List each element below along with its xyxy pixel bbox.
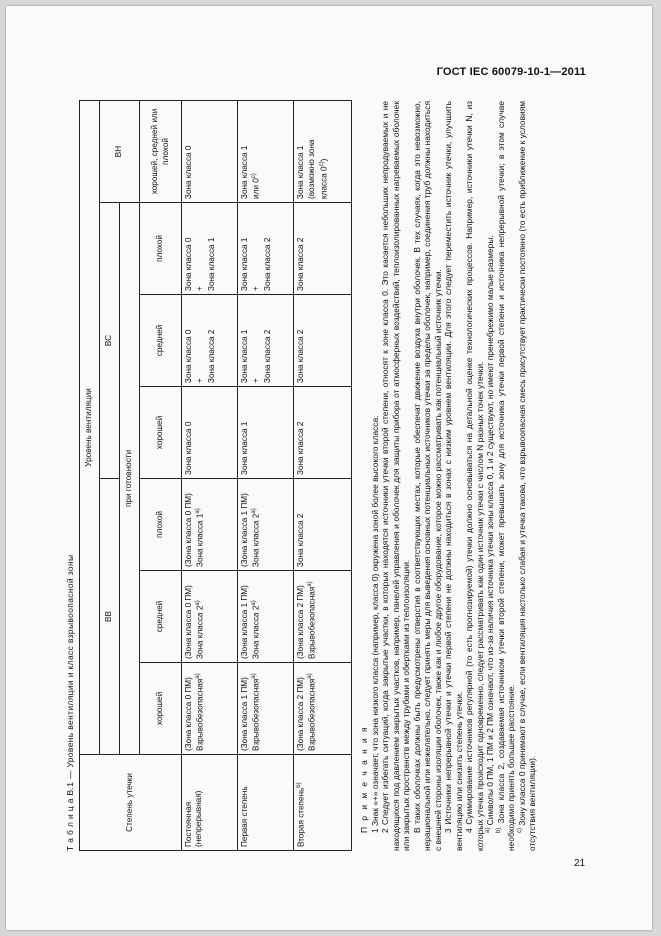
zone-text: Зона класса 0 — [184, 421, 193, 475]
note-items — [370, 101, 486, 851]
zone-cell-bb-poor — [238, 479, 294, 571]
zone-cell-bb-good — [238, 663, 294, 755]
zone-text: Взрывобезопасная$^{a)}$ — [251, 673, 261, 751]
footnote: $^{b)}$ Зона класса 2, создаваемая источником утечки второй степени, может превышать зону для источника утечки первой степени и источника непрерывной утечки; в этом случае необходимо принять большее расстояние. — [495, 101, 516, 851]
header-availability: при готовности — [120, 203, 140, 755]
document-page — [6, 6, 652, 930]
ventilation-zone-table — [79, 100, 352, 851]
zone-cell-bb-good — [182, 663, 238, 755]
zone-cell-bc-med — [238, 295, 294, 387]
zone-cell-bb-med — [238, 571, 294, 663]
zone-text: Зона класса 1 — [240, 145, 249, 199]
release-grade-cell: Первая степень — [238, 755, 294, 851]
zone-text: Зона класса 1 — [206, 237, 216, 291]
zone-text: Взрывобезопасная$^{a)}$ — [195, 673, 205, 751]
zone-cell-bc-good — [182, 387, 238, 479]
zone-text: Зона класса 1 — [240, 329, 249, 383]
zone-cell-bc-med — [294, 295, 352, 387]
footnotes — [485, 101, 538, 851]
zone-text: + — [195, 378, 205, 383]
zone-text: (Зона класса 1 ПМ) — [240, 493, 249, 567]
release-grade-cell: Вторая степень$^{b)}$ — [294, 755, 352, 851]
zone-cell-bc-med — [182, 295, 238, 387]
note-paragraph: 2 Следует избегать ситуаций, когда закрытые участки, в которых находятся источники утечки второй степени, относят к зоне класса 0. Это касается небольших непродуваемых и не находящихся под давлением закрытых участков, например, панелей управления и оболочек для защиты прибора от атмосферных воздействий, теплоизолированных нагреваемых оболочек или закрытых пространств между трубами и обертками из теплоизоляции. — [380, 101, 411, 851]
header-avail-bb-good: хорошей — [140, 663, 182, 755]
rotated-content — [65, 101, 585, 851]
zone-text: Зона класса 1$^{a)}$ — [195, 508, 205, 567]
zone-text: (Зона класса 0 ПМ) — [184, 585, 193, 659]
zone-cell-bc-good — [238, 387, 294, 479]
zone-text: + — [195, 286, 205, 291]
header-avail-bh: хорошей, средней или плохой — [140, 101, 182, 203]
zone-text: (Зона класса 0 ПМ) — [184, 493, 193, 567]
zone-text: (Зона класса 1 ПМ) — [240, 585, 249, 659]
footnote: $^{a)}$ Символы 0 ПМ, 1 ПМ и 2 ПМ означают, что из-за наличия источника утечки зоны класса 0, 1 и 2 существуют, но имеют пренебрежимо малые размеры. — [485, 235, 495, 833]
zone-cell-bc-poor — [238, 203, 294, 295]
zone-cell-bb-med — [294, 571, 352, 663]
zone-text: Зона класса 2$^{a)}$ — [195, 600, 205, 659]
zone-cell-bh — [182, 101, 238, 203]
table-body — [182, 101, 352, 851]
zone-text: + — [251, 286, 261, 291]
zone-text: Зона класса 1 — [240, 237, 249, 291]
zone-text: Зона класса 2 — [296, 421, 305, 475]
page-number: 21 — [574, 858, 586, 869]
footnote: $^{c)}$ Зону класса 0 принимают в случае, если вентиляция настолько слабая и утечка такова, что взрывоопасная смесь присутствует практически постоянно (то есть приближение к условиям отсутствия вентиляции). — [516, 101, 537, 851]
zone-text: Зона класса 2 — [296, 513, 305, 567]
header-level-bb: ВВ — [100, 479, 120, 755]
zone-text: Зона класса 0 — [184, 329, 193, 383]
notes-section — [359, 101, 538, 851]
header-release-grade: Степень утечки — [80, 755, 182, 851]
note-paragraph: 3 Источники непрерывной утечки и утечки первой степени не должны находиться в зонах с низким уровнем вентиляции. Для этого следует переместить источник утечки, улучшить вентиляцию или снизить степень утечки. — [443, 101, 464, 851]
zone-text: (Зона класса 2 ПМ) — [296, 677, 305, 751]
zone-cell-bb-poor — [182, 479, 238, 571]
header-avail-bc-good: хорошей — [140, 387, 182, 479]
zone-cell-bc-poor — [294, 203, 352, 295]
zone-text: (Зона класса 1 ПМ) — [240, 677, 249, 751]
zone-text: Взрывобезопасная$^{a)}$ — [307, 581, 317, 659]
zone-text: Зона класса 2 — [296, 237, 305, 291]
zone-cell-bh — [294, 101, 352, 203]
zone-text: Зона класса 2$^{a)}$ — [251, 508, 261, 567]
header-avail-bb-poor: плохой — [140, 479, 182, 571]
table-row — [294, 101, 352, 851]
release-grade-cell: Постоянная (непрерывная) — [182, 755, 238, 851]
zone-cell-bb-good — [294, 663, 352, 755]
zone-text: класса 0$^{c)}$) — [318, 158, 329, 199]
zone-text: Взрывобезопасная$^{a)}$ — [307, 673, 317, 751]
zone-text: Зона класса 0 — [184, 237, 193, 291]
zone-text: Зона класса 2 — [262, 329, 272, 383]
zone-cell-bb-med — [182, 571, 238, 663]
standard-header: ГОСТ IEC 60079-10-1—2011 — [436, 66, 586, 78]
header-avail-bc-poor: плохой — [140, 203, 182, 295]
zone-text: Зона класса 1 — [296, 145, 305, 199]
zone-cell-bc-good — [294, 387, 352, 479]
note-paragraph: 4 Суммирование источников регулярной (то есть прогнозируемой) утечки должно основываться на детальной оценке технологических процессов. Например, источники утечки N, из которых утечка происходит одновременно, следует рассматривать как один источник утечки с числом N разных точек утечки. — [464, 101, 485, 851]
zone-cell-bc-poor — [182, 203, 238, 295]
zone-text: + — [251, 378, 261, 383]
zone-text: или 0$^{c)}$ — [251, 173, 261, 199]
table-row — [182, 101, 238, 851]
zone-text: Зона класса 2 — [296, 329, 305, 383]
zone-text: (Зона класса 2 ПМ) — [296, 585, 305, 659]
zone-text: Зона класса 0 — [184, 145, 193, 199]
header-avail-bc-medium: средней — [140, 295, 182, 387]
header-avail-bb-medium: средней — [140, 571, 182, 663]
note-paragraph: 1 Знак «+» означает, что зона низкого класса (например, класса 0) окружена зоной более высокого класса. — [369, 415, 380, 833]
header-level-bc: ВС — [100, 203, 120, 479]
zone-cell-bh — [238, 101, 294, 203]
zone-text: Зона класса 2$^{a)}$ — [251, 600, 261, 659]
header-level-bh: ВН — [100, 101, 140, 203]
table-row — [238, 101, 294, 851]
notes-title: П р и м е ч а н и я — [359, 725, 369, 833]
zone-cell-bb-poor — [294, 479, 352, 571]
note-paragraph: В таких оболочках должны быть предусмотрены отверстия в соответствующих местах, которые обеспечат движение воздуха внутри оболочек. В тех случаях, когда это невозможно, нерациональной или нежелательно, следует принять меры для выведения основных потенциальных источников утечки за пределы оболочек, например, соединения труб должны находиться с внешней стороны изоляции оболочек, также как и любое другое оборудование, которое можно рассматривать как потенциальный источник утечки. — [411, 101, 443, 851]
header-ventilation-level: Уровень вентиляции — [80, 101, 100, 755]
zone-text: (возможно зона — [307, 139, 317, 199]
zone-text: Зона класса 1 — [240, 421, 249, 475]
zone-text: Зона класса 2 — [206, 329, 216, 383]
table-caption: Т а б л и ц а В.1 — Уровень вентиляции и класс взрывоопасной зоны — [65, 554, 75, 851]
zone-text: Зона класса 2 — [262, 237, 272, 291]
zone-text: (Зона класса 0 ПМ) — [184, 677, 193, 751]
